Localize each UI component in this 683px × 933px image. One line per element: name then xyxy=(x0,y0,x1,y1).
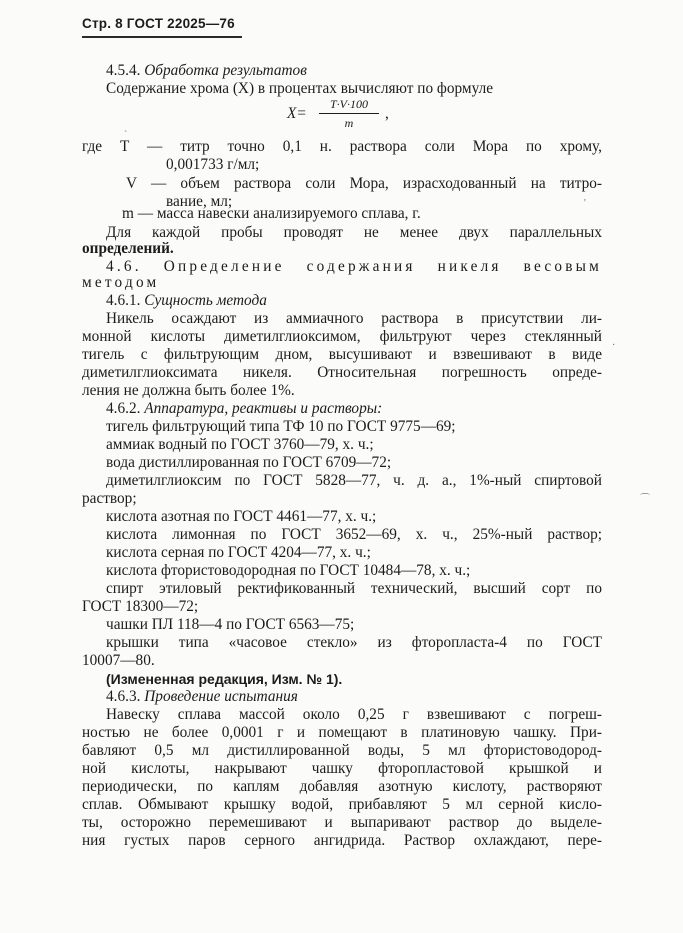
definition-m: m — масса навески анализируемого сплава, г. xyxy=(122,205,421,222)
reagent-item: кислота лимонная по ГОСТ 3652—69, х. ч., 25%-ный раствор; xyxy=(106,526,602,543)
header-rule xyxy=(82,36,242,38)
reagent-item: 10007—80. xyxy=(82,652,155,669)
reagent-item: крышки типа «часовое стекло» из фторопласта-4 по ГОСТ xyxy=(106,634,602,651)
definition-t-line2: 0,001733 г/мл; xyxy=(166,156,260,173)
para-4-6-3-line: Навеску сплава массой около 0,25 г взвешивают с погреш- xyxy=(106,706,602,723)
formula-numerator: T·V·100 xyxy=(329,97,368,111)
section-4-5-4-heading: 4.5.4. Обработка результатов xyxy=(106,62,307,79)
amendment-note: (Измененная редакция, Изм. № 1). xyxy=(106,671,343,687)
para-4-6-3-line: ностью не более 0,0001 г и помещают в платиновую чашку. При- xyxy=(82,724,602,741)
definition-t-line1: где T — титр точно 0,1 н. раствора соли Мора по хрому, xyxy=(82,138,602,155)
reagent-item: кислота серная по ГОСТ 4204—77, х. ч.; xyxy=(106,544,371,561)
page-header: Стр. 8 ГОСТ 22025—76 xyxy=(82,16,235,31)
para-4-6-1-line: ления не должна быть более 1%. xyxy=(82,382,295,399)
para-4-6-3-line: периодически, по каплям добавляя азотную кислоту, растворяют xyxy=(82,778,602,795)
reagent-item: диметилглиоксим по ГОСТ 5828—77, ч. д. а., 1%-ный спиртовой xyxy=(106,472,602,489)
para-4-6-1-line: Никель осаждают из аммиачного раствора в присутствии ли- xyxy=(106,310,602,327)
para-4-6-3-line: ты, осторожно перемешивают и выпаривают раствор до выделе- xyxy=(82,814,602,831)
reagent-item: ГОСТ 18300—72; xyxy=(82,598,199,615)
reagent-item: тигель фильтрующий типа ТФ 10 по ГОСТ 9775—69; xyxy=(106,418,456,435)
para-4-6-3-line: сплав. Обмывают крышку водой, прибавляют 5 мл серной кисло- xyxy=(82,796,602,813)
scan-speck: ˋ xyxy=(124,130,128,141)
reagent-item: чашки ПЛ 118—4 по ГОСТ 6563—75; xyxy=(106,616,355,633)
reagent-item: раствор; xyxy=(82,490,137,507)
section-4-6-heading-line2: методом xyxy=(82,274,160,291)
scan-speck: · xyxy=(612,340,616,351)
para-4-6-3-line: ной кислоты, накрывают чашку фторопластовой крышкой и xyxy=(82,760,602,777)
section-4-6-2-heading: 4.6.2. Аппаратура, реактивы и растворы: xyxy=(106,400,383,417)
formula-intro: Содержание хрома (X) в процентах вычисляют по формуле xyxy=(106,80,493,97)
reagent-item: кислота фтористоводородная по ГОСТ 10484—78, х. ч.; xyxy=(106,562,471,579)
scan-speck: ' xyxy=(584,198,586,209)
section-4-6-3-heading: 4.6.3. Проведение испытания xyxy=(106,688,298,705)
para-4-6-3-line: ния густых паров серного ангидрида. Раствор охлаждают, пере- xyxy=(82,832,602,849)
parallel-determinations-line2: определений. xyxy=(82,240,174,257)
formula-fraction xyxy=(317,97,381,130)
definition-v-line1: V — объем раствора соли Мора, израсходованный на титро- xyxy=(126,175,602,192)
formula-denominator: m xyxy=(344,116,354,130)
section-4-6-heading-line1: 4.6. Определение содержания никеля весовым xyxy=(106,258,602,275)
reagent-item: вода дистиллированная по ГОСТ 6709—72; xyxy=(106,454,392,471)
section-4-6-1-heading: 4.6.1. Сущность метода xyxy=(106,292,267,309)
scan-speck: ⌒ xyxy=(640,494,650,505)
para-4-6-3-line: бавляют 0,5 мл дистиллированной воды, 5 мл фтористоводород- xyxy=(82,742,602,759)
reagent-item: кислота азотная по ГОСТ 4461—77, х. ч.; xyxy=(106,508,377,525)
document-page: Стр. 8 ГОСТ 22025—76 4.5.4. Обработка результатов Содержание хрома (X) в процентах вычисляют по формуле X= T·V·100 m , где T — титр точно 0,1 н. раствора соли Мора по хрому, 0,001733 г/мл; V — объем раствора соли Мора, израсходованный на титро- вание, мл; m — масса навески анализируемого сплава, г. Для каждой пробы проводят не менее двух параллельных определений. 4.6. Определение содержания никеля весовым методом 4.6.1. Сущность метода Никель осаждают из аммиачного раствора в присутствии ли- монной кислоты диметилглиоксимом, фильтруют через стеклянный тигель с фильтрующим дном, высушивают и взвешивают в виде диметилглиоксимата никеля. Относительная погрешность опреде- ления не должна быть более 1%. 4.6.2. Аппаратура, реактивы и растворы: тигель фильтрующий типа ТФ 10 по ГОСТ 9775—69; аммиак водный по ГОСТ 3760—79, х. ч.; вода дистиллированная по ГОСТ 6709—72; диметилглиоксим по ГОСТ 5828—77, ч. д. а., 1%-ный спиртовой раствор; кислота азотная по ГОСТ 4461—77, х. ч.; кислота лимонная по ГОСТ 3652—69, х. ч., 25%-ный раствор; кислота серная по ГОСТ 4204—77, х. ч.; кислота фтористоводородная по ГОСТ 10484—78, х. ч.; спирт этиловый ректификованный технический, высший сорт по ГОСТ 18300—72; чашки ПЛ 118—4 по ГОСТ 6563—75; крышки типа «часовое стекло» из фторопласта-4 по ГОСТ 10007—80. (Измененная редакция, Изм. № 1). 4.6.3. Проведение испытания Навеску сплава массой около 0,25 г взвешивают с погреш- ностью не более 0,0001 г и помещают в платиновую чашку. При- бавляют 0,5 мл дистиллированной воды, 5 мл фтористоводород- ной кислоты, накрывают чашку фторопластовой крышкой и периодически, по каплям добавляя азотную кислоту, растворяют сплав. Обмывают крышку водой, прибавляют 5 мл серной кисло- ты, осторожно перемешивают и выпаривают раствор до выделе- ния густых паров серного ангидрида. Раствор охлаждают, пере- ˋ ' · ⌒ xyxy=(82,16,650,849)
formula-lhs: X= xyxy=(287,105,307,122)
reagent-item: аммиак водный по ГОСТ 3760—79, х. ч.; xyxy=(106,436,374,453)
para-4-6-1-line: тигель с фильтрующим дном, высушивают и взвешивают в виде xyxy=(82,346,602,363)
reagent-item: спирт этиловый ректификованный технический, высший сорт по xyxy=(106,580,602,597)
definition-v-line2: вание, мл; xyxy=(166,193,233,210)
para-4-6-1-line: монной кислоты диметилглиоксимом, фильтруют через стеклянный xyxy=(82,328,602,345)
parallel-determinations-line1: Для каждой пробы проводят не менее двух параллельных xyxy=(106,224,602,241)
para-4-6-1-line: диметилглиоксимата никеля. Относительная погрешность опреде- xyxy=(82,364,602,381)
